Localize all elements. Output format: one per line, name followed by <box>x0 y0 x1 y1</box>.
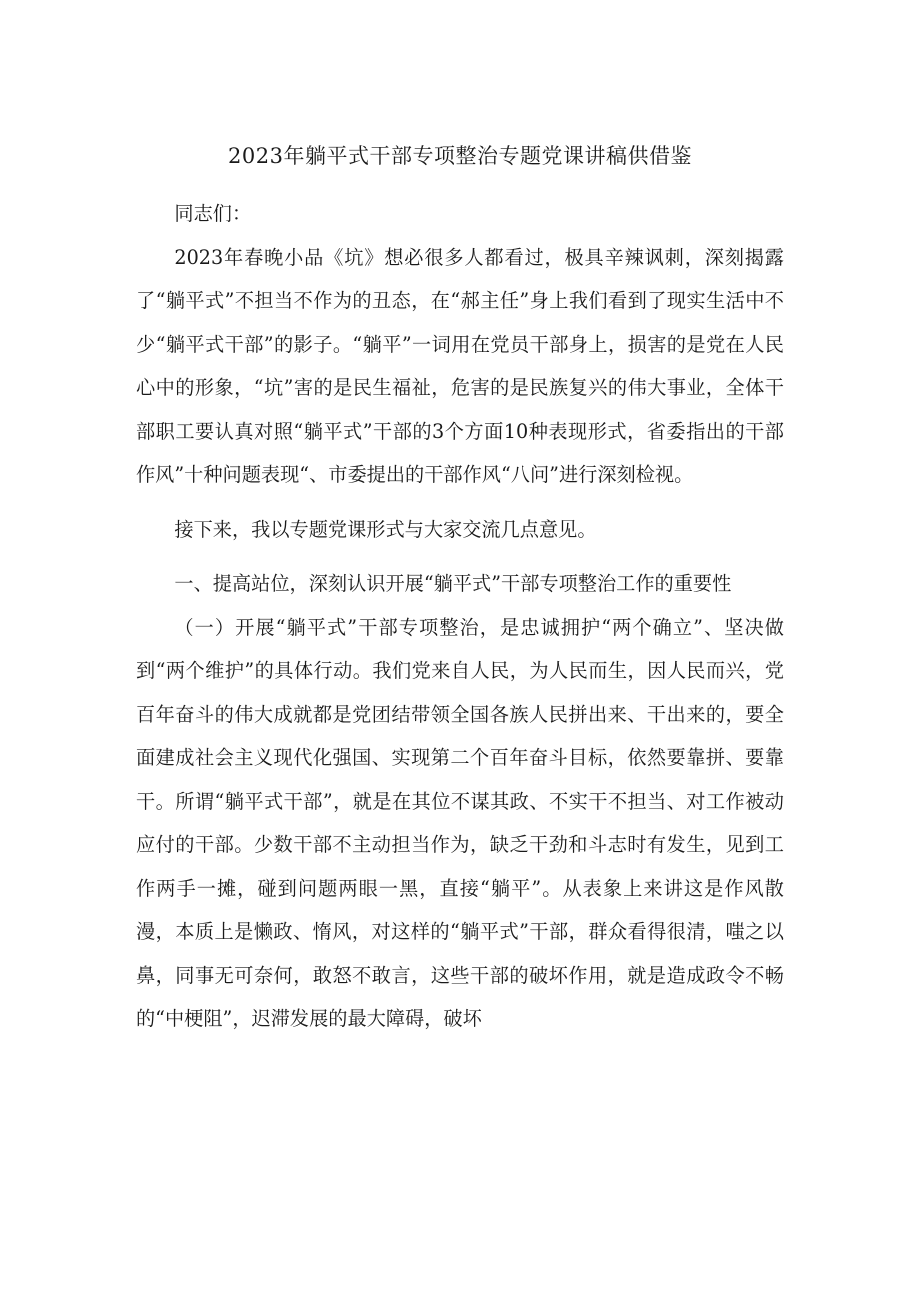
salutation: 同志们： <box>174 202 252 225</box>
paragraph-subsection-1: （一）开展“躺平式”干部专项整治，是忠诚拥护“两个确立”、坚决做到“两个维护”的具体行动。我们党来自人民，为人民而生，因人民而兴，党百年奋斗的伟大成就都是党团结带领全国各族人民拼出来、干出来的，要全面建成社会主义现代化强国、实现第二个百年奋斗目标，依然要靠拼、要靠干。所谓“躺平式干部”，就是在其位不谋其政、不实干不担当、对工作被动应付的干部。少数干部不主动担当作为，缺乏干劲和斗志时有发生，见到工作两手一摊，碰到问题两眼一黑，直接“躺平”。从表象上来讲这是作风散漫，本质上是懒政、惰风，对这样的“躺平式”干部，群众看得很清，嗤之以鼻，同事无可奈何，敢怒不敢言，这些干部的破坏作用，就是造成政令不畅的“中梗阻”，迟滞发展的最大障碍，破坏 <box>136 615 784 1030</box>
paragraph-transition: 接下来，我以专题党课形式与大家交流几点意见。 <box>174 517 597 541</box>
paragraph-intro: 2023年春晚小品《坑》想必很多人都看过，极具辛辣讽刺，深刻揭露了“躺平式”不担当不作为的丑态，在“郝主任”身上我们看到了现实生活中不少“躺平式干部”的影子。“躺平”一词用在党员干部身上，损害的是党在人民心中的形象，“坑”害的是民生福祉，危害的是民族复兴的伟大事业，全体干部职工要认真对照“躺平式”干部的3个方面10种表现形式，省委指出的干部作风”十种问题表现“、市委提出的干部作风“八问”进行深刻检视。 <box>136 245 784 486</box>
document-title: 2023年躺平式干部专项整治专题党课讲稿供借鉴 <box>228 144 692 168</box>
section-heading-1: 一、提高站位，深刻认识开展“躺平式”干部专项整治工作的重要性 <box>174 572 732 595</box>
